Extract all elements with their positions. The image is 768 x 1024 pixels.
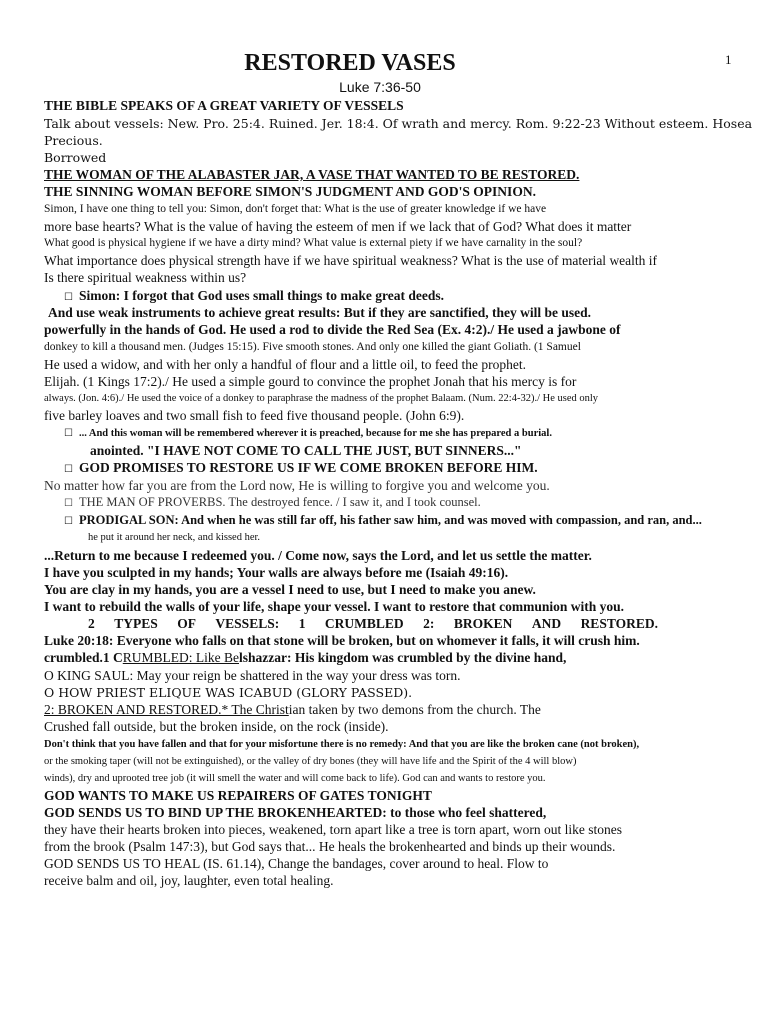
bullet-text: THE MAN OF PROVERBS. The destroyed fence. / I saw it, and I took counsel. [78,495,481,509]
heading-types-of-vessels [88,615,658,632]
bullet-box-icon: ☐ [64,428,73,439]
bullet-text: GOD PROMISES TO RESTORE US IF WE COME BROKEN BEFORE HIM. [78,460,538,475]
heading-word: AND [531,616,562,631]
bullet-item [64,512,702,530]
text-line: they have their hearts broken into pieces, weakened, torn apart like a tree is torn apart, worn out like stones [44,822,623,837]
text-line [44,701,541,718]
bullet-label: PRODIGAL SON: [78,513,179,527]
heading-word: RESTORED. [580,616,658,631]
text-line: Borrowed [44,150,107,165]
text-line: You are clay in my hands, you are a vessel I need to use, but I need to make you anew. [44,582,536,597]
text-line: Luke 20:18: Everyone who falls on that stone will be broken, but on whomever it falls, it will crush him. [44,633,640,648]
text-line: I want to rebuild the walls of your life, shape your vessel. I want to restore that communion with you. [44,599,625,614]
bullet-box-icon: ☐ [64,516,73,527]
underlined-span: 2: BROKEN AND RESTORED.* The Christ [44,702,289,717]
text-span: crumbled.1 C [44,650,123,665]
heading-vessels: THE BIBLE SPEAKS OF A GREAT VARIETY OF VESSELS [44,98,404,113]
text-line: more base hearts? What is the value of having the esteem of men if we lack that of God? What does it matter [44,219,632,234]
bullet-box-icon: ☐ [64,498,73,509]
heading-word: VESSELS: [215,616,280,631]
text-line: GOD SENDS US TO HEAL (IS. 61.14), Change the bandages, cover around to heal. Flow to [44,856,549,871]
text-line: from the brook (Psalm 147:3), but God says that... He heals the brokenhearted and binds up their wounds. [44,839,616,854]
heading-word: CRUMBLED [324,616,404,631]
text-line [44,649,566,666]
text-line: No matter how far you are from the Lord now, He is willing to forgive you and welcome you. [44,478,550,493]
heading-sinning-woman: THE SINNING WOMAN BEFORE SIMON'S JUDGMENT AND GOD'S OPINION. [44,184,536,199]
text-line: receive balm and oil, joy, laughter, even total healing. [44,873,334,888]
page-title: RESTORED VASES [244,50,456,76]
text-span: to those who feel shattered, [386,805,547,820]
text-line: donkey to kill a thousand men. (Judges 15:15). Five smooth stones. And only one killed the giant Goliath. (1 Samuel [44,341,581,353]
text-line: I have you sculpted in my hands; Your walls are always before me (Isaiah 49:16). [44,565,509,580]
heading-word: 1 [298,616,306,631]
text-line: Precious. [44,133,103,148]
text-line: And use weak instruments to achieve great results: But if they are sanctified, they will be used. [48,305,591,320]
bullet-item [64,425,552,442]
text-line: powerfully in the hands of God. He used a rod to divide the Red Sea (Ex. 4:2)./ He used a jawbone of [44,322,621,337]
text-line: Elijah. (1 Kings 17:2)./ He used a simple gourd to convince the prophet Jonah that his mercy is for [44,374,577,389]
text-line [44,804,546,821]
text-line: anointed. "I HAVE NOT COME TO CALL THE JUST, BUT SINNERS..." [90,443,522,458]
bullet-item [64,494,481,512]
text-line: He used a widow, and with her only a handful of flour and a little oil, to feed the prophet. [44,357,526,372]
heading-word: TYPES [114,616,158,631]
bullet-text: ... And this woman will be remembered wherever it is preached, because for me she has prepared a burial. [78,428,552,439]
text-line: he put it around her neck, and kissed her. [88,532,261,543]
heading-word: 2: [423,616,435,631]
text-line: Don't think that you have fallen and that for your misfortune there is no remedy: And that you are like the broken cane (not broken), [44,739,640,750]
heading-word: BROKEN [453,616,513,631]
text-line: Crushed fall outside, but the broken inside, on the rock (inside). [44,719,389,734]
heading-alabaster-jar: THE WOMAN OF THE ALABASTER JAR, A VASE THAT WANTED TO BE RESTORED. [44,167,580,182]
text-span: lshazzar: His kingdom was crumbled by the divine hand, [239,650,567,665]
text-line: Is there spiritual weakness within us? [44,270,247,285]
page-number: 1 [725,52,732,67]
text-line: ...Return to me because I redeemed you. / Come now, says the Lord, and let us settle the matter. [44,548,592,563]
text-line: always. (Jon. 4:6)./ He used the voice of a donkey to paraphrase the madness of the prophet Balaam. (Num. 22:4-32)./ He used only [44,393,599,404]
text-line: Talk about vessels: New. Pro. 25:4. Ruined. Jer. 18:4. Of wrath and mercy. Rom. 9:22-23 Without esteem. Hosea [44,116,753,131]
text-line: O KING SAUL: May your reign be shattered in the way your dress was torn. [44,668,461,683]
bullet-box-icon: ☐ [64,292,73,303]
text-line: winds), dry and uprooted tree job (it will smell the water and will come back to life). God can and wants to restore you. [44,773,546,784]
text-span: ian taken by two demons from the church. The [288,702,541,717]
bullet-item [64,459,538,478]
text-line: O HOW PRIEST ELIQUE WAS ICABUD (GLORY PASSED). [44,685,413,700]
bullet-text: And when he was still far off, his father saw him, and was moved with compassion, and ran, and... [178,513,702,527]
heading-word: OF [177,616,196,631]
text-line: five barley loaves and two small fish to feed five thousand people. (John 6:9). [44,408,465,423]
text-line: or the smoking taper (will not be extinguished), or the valley of dry bones (they will have life and the Spirit of the 4 will blow) [44,756,577,767]
text-line: What importance does physical strength have if we have spiritual weakness? What is the use of material wealth if [44,253,658,268]
bullet-text: Simon: I forgot that God uses small things to make great deeds. [78,288,444,303]
text-span: GOD SENDS US TO BIND UP THE BROKENHEARTED: [44,805,387,820]
heading-repairers-of-gates: GOD WANTS TO MAKE US REPAIRERS OF GATES TONIGHT [44,788,432,803]
text-line: Simon, I have one thing to tell you: Simon, don't forget that: What is the use of greater knowledge if we have [44,203,547,215]
text-line: What good is physical hygiene if we have a dirty mind? What value is external piety if we have carnality in the soul? [44,237,583,249]
heading-word: 2 [88,616,95,631]
scripture-reference: Luke 7:36-50 [339,79,421,95]
bullet-box-icon: ☐ [64,464,73,475]
underlined-span: RUMBLED: Like Be [122,650,239,665]
